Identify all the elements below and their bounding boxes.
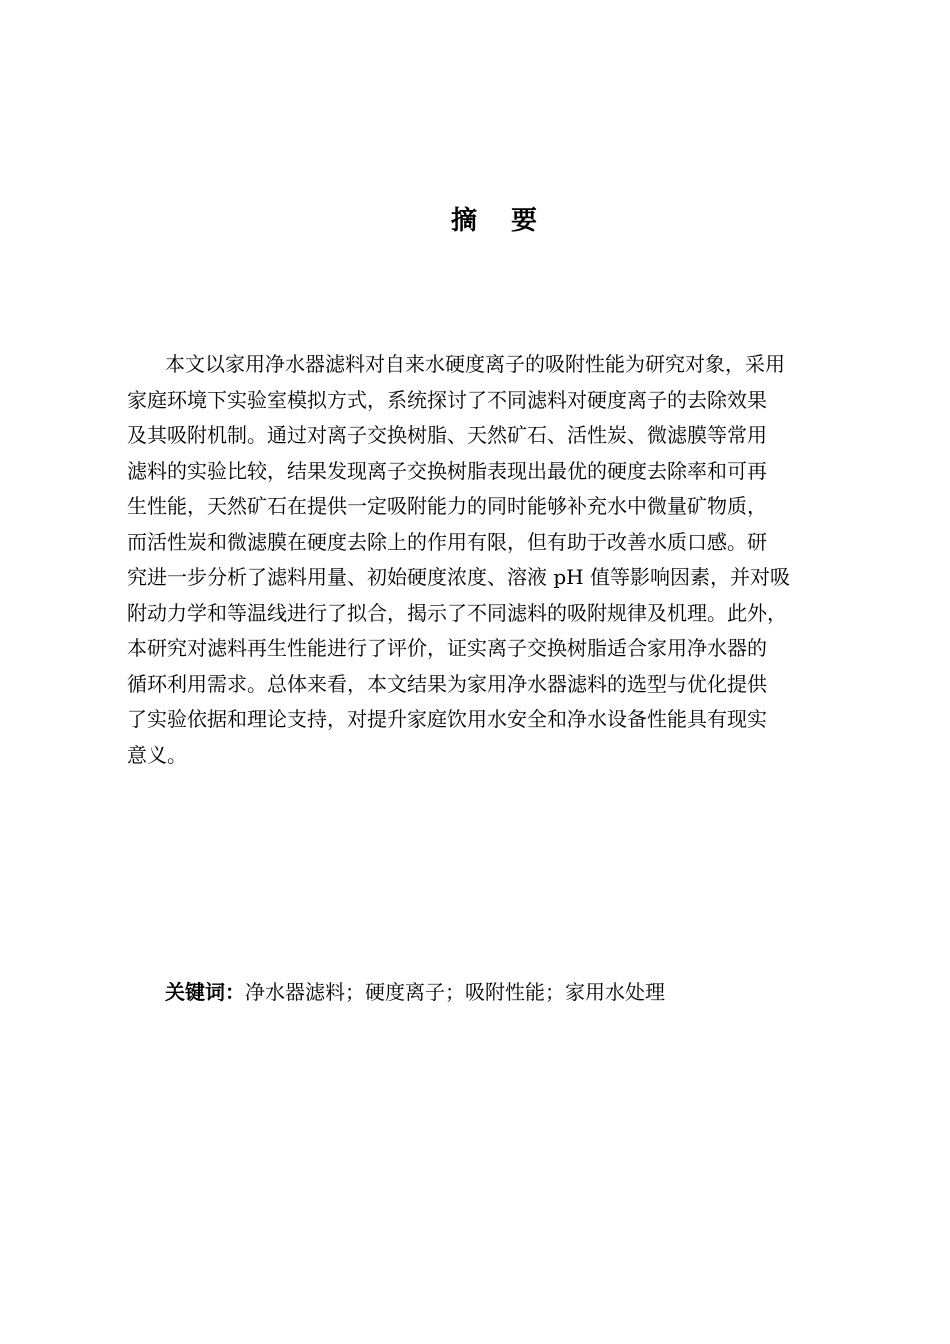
abstract-line: 及其吸附机制。通过对离子交换树脂、天然矿石、活性炭、微滤膜等常用 (127, 423, 767, 447)
abstract-line: 本研究对滤料再生性能进行了评价，证实离子交换树脂适合家用净水器的 (127, 636, 767, 660)
keywords-text: 净水器滤料；硬度离子；吸附性能；家用水处理 (245, 980, 665, 1004)
abstract-line: 循环利用需求。总体来看，本文结果为家用净水器滤料的选型与优化提供 (127, 671, 767, 696)
abstract-line: 本文以家用净水器滤料对自来水硬度离子的吸附性能为研究对象，采用 (165, 352, 785, 376)
abstract-line: 生性能，天然矿石在提供一定吸附能力的同时能够补充水中微量矿物质， (127, 494, 767, 518)
abstract-line: 了实验依据和理论支持，对提升家庭饮用水安全和净水设备性能具有现实 (127, 707, 767, 731)
abstract-line: 附动力学和等温线进行了拟合，揭示了不同滤料的吸附规律及机理。此外， (127, 600, 787, 625)
keywords-label: 关键词： (165, 980, 245, 1004)
abstract-line: 究进一步分析了滤料用量、初始硬度浓度、溶液 pH 值等影响因素，并对吸 (127, 565, 790, 589)
abstract-line: 家庭环境下实验室模拟方式，系统探讨了不同滤料对硬度离子的去除效果 (127, 387, 767, 412)
abstract-line: 意义。 (127, 742, 187, 767)
page-title (0, 203, 950, 239)
abstract-line: 而活性炭和微滤膜在硬度去除上的作用有限，但有助于改善水质口感。研 (127, 529, 767, 554)
title-char-2: 要 (511, 206, 538, 236)
abstract-body (127, 347, 862, 773)
keywords-section (165, 975, 665, 1009)
title-char-1: 摘 (450, 206, 477, 236)
abstract-line: 滤料的实验比较，结果发现离子交换树脂表现出最优的硬度去除率和可再 (127, 458, 767, 483)
